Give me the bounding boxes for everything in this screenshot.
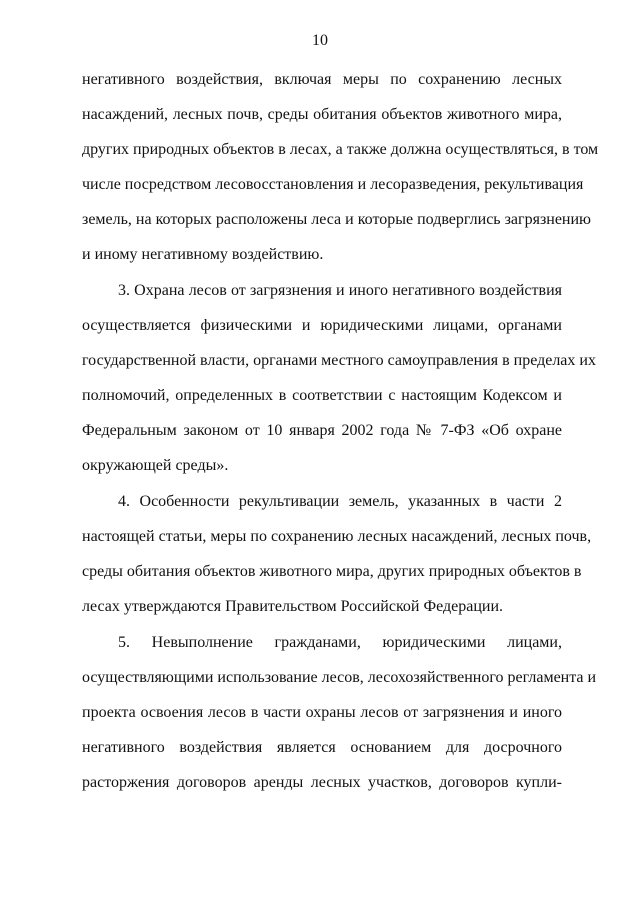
text-line: лесах утверждаются Правительством Российской Федерации. <box>82 598 504 615</box>
text-line: негативного воздействия является основанием для досрочного <box>82 739 562 756</box>
page-number: 10 <box>312 32 328 49</box>
text-line: насаждений, лесных почв, среды обитания объектов животного мира, <box>82 106 562 123</box>
text-line: Федеральным законом от 10 января 2002 года № 7-ФЗ «Об охране <box>82 422 562 439</box>
text-line: окружающей среды». <box>82 457 229 474</box>
text-line: государственной власти, органами местного самоуправления в пределах их <box>82 352 596 369</box>
text-line: проекта освоения лесов в части охраны лесов от загрязнения и иного <box>82 704 562 721</box>
text-line: земель, на которых расположены леса и которые подверглись загрязнению <box>82 211 592 228</box>
text-line: настоящей статьи, меры по сохранению лесных насаждений, лесных почв, <box>82 528 592 545</box>
text-line: среды обитания объектов животного мира, других природных объектов в <box>82 563 582 580</box>
text-line: полномочий, определенных в соответствии с настоящим Кодексом и <box>82 387 562 404</box>
text-line: других природных объектов в лесах, а также должна осуществляться, в том <box>82 141 599 158</box>
text-line: и иному негативному воздействию. <box>82 246 324 263</box>
paragraph-start-line: 3. Охрана лесов от загрязнения и иного негативного воздействия <box>118 282 562 299</box>
paragraph-start-line: 4. Особенности рекультивации земель, указанных в части 2 <box>118 493 562 510</box>
paragraph-start-line: 5. Невыполнение гражданами, юридическими лицами, <box>118 634 562 651</box>
text-line: расторжения договоров аренды лесных участков, договоров купли- <box>82 774 562 791</box>
text-line: осуществляющими использование лесов, лесохозяйственного регламента и <box>82 669 597 686</box>
text-line: числе посредством лесовосстановления и лесоразведения, рекультивация <box>82 176 584 193</box>
text-line: осуществляется физическими и юридическими лицами, органами <box>82 317 562 334</box>
text-line: негативного воздействия, включая меры по сохранению лесных <box>82 71 562 88</box>
